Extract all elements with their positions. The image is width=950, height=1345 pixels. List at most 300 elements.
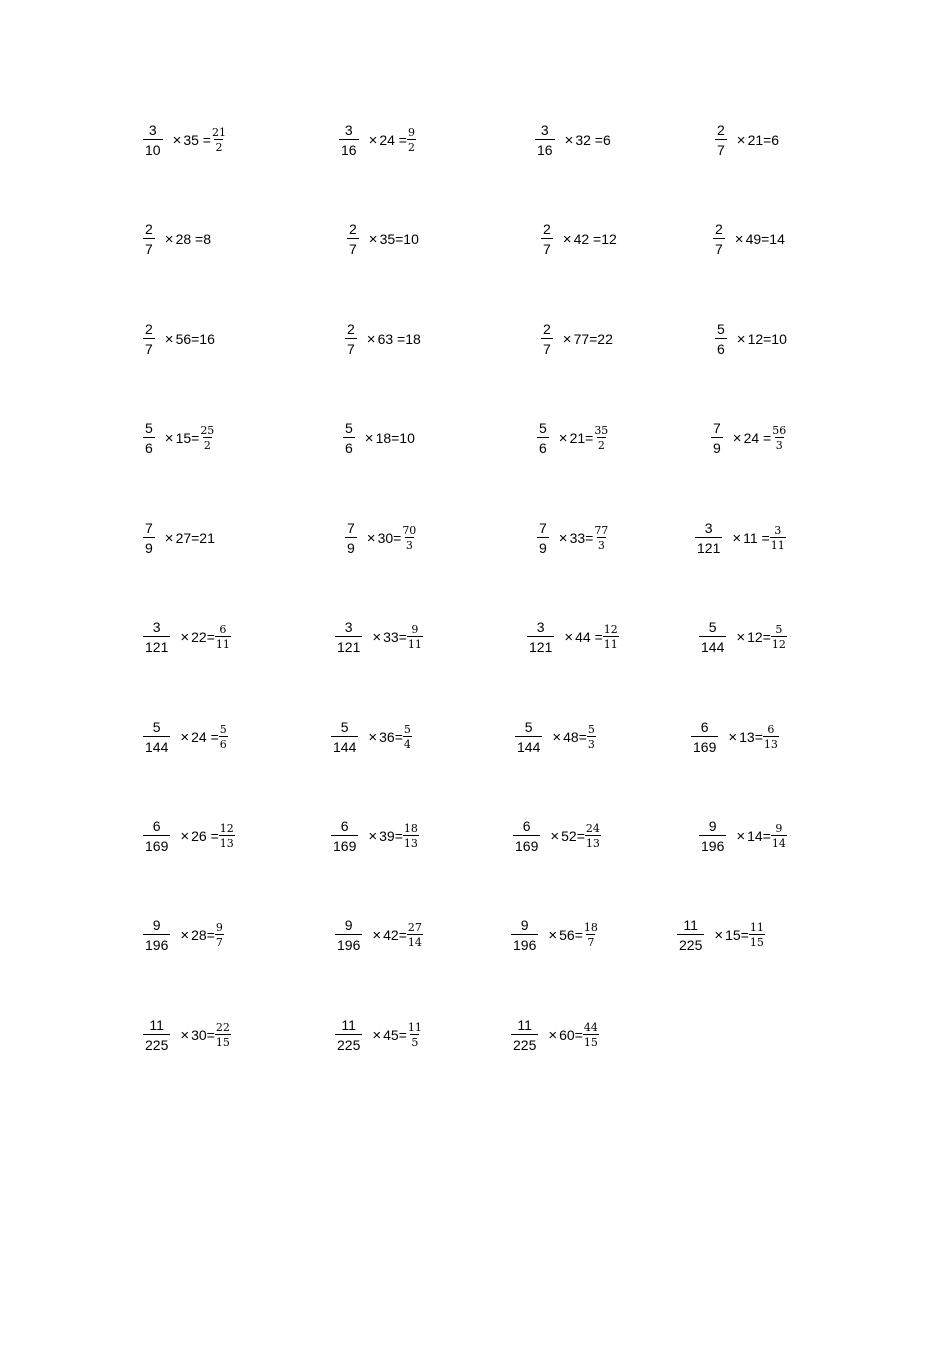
problem-25 bbox=[143, 720, 228, 754]
times-sign: × bbox=[372, 926, 382, 944]
times-sign: × bbox=[172, 131, 182, 149]
result-fraction bbox=[407, 922, 423, 948]
multiplier-and-result: 21=6 bbox=[747, 131, 780, 148]
fraction-numerator: 2 bbox=[717, 122, 725, 138]
result-denominator: 5 bbox=[411, 1036, 419, 1049]
result-numerator: 18 bbox=[583, 921, 598, 934]
times-sign: × bbox=[372, 628, 382, 646]
fraction-numerator: 5 bbox=[340, 719, 349, 735]
problem-9 bbox=[143, 322, 215, 356]
fraction-numerator: 9 bbox=[520, 917, 529, 933]
problem-37 bbox=[143, 1018, 231, 1052]
fraction-numerator: 9 bbox=[344, 917, 353, 933]
problem-28 bbox=[691, 720, 779, 754]
times-sign: × bbox=[180, 1026, 190, 1044]
times-sign: × bbox=[364, 429, 374, 447]
fraction-denominator: 7 bbox=[345, 338, 357, 356]
problem-fraction bbox=[711, 421, 723, 455]
multiplier-and-result: 36= bbox=[379, 728, 403, 745]
times-sign: × bbox=[550, 827, 560, 845]
result-denominator: 14 bbox=[771, 837, 786, 850]
result-fraction bbox=[407, 624, 423, 650]
multiplication-expression bbox=[563, 231, 617, 248]
problem-fraction bbox=[343, 421, 355, 455]
problem-11 bbox=[541, 322, 613, 356]
times-sign: × bbox=[180, 827, 190, 845]
problem-fraction bbox=[331, 819, 358, 853]
problem-1 bbox=[143, 123, 227, 157]
problem-fraction bbox=[515, 720, 542, 754]
result-numerator: 9 bbox=[215, 921, 223, 934]
result-numerator: 5 bbox=[587, 723, 595, 736]
multiplication-expression bbox=[548, 1027, 583, 1044]
fraction-denominator: 16 bbox=[535, 139, 555, 157]
problem-fraction bbox=[143, 819, 170, 853]
result-fraction bbox=[587, 724, 596, 750]
multiplier-and-result: 11 = bbox=[743, 529, 770, 546]
problem-fraction bbox=[715, 123, 727, 157]
fraction-denominator: 144 bbox=[143, 736, 170, 754]
problem-fraction bbox=[345, 322, 357, 356]
problem-6 bbox=[347, 222, 419, 256]
multiplier-and-result: 28 =8 bbox=[175, 230, 211, 247]
multiplier-and-result: 22= bbox=[191, 628, 215, 645]
multiplication-expression bbox=[737, 132, 779, 149]
times-sign: × bbox=[732, 429, 742, 447]
result-fraction bbox=[211, 127, 227, 153]
result-fraction bbox=[219, 724, 228, 750]
result-fraction bbox=[407, 127, 416, 153]
result-denominator: 7 bbox=[215, 936, 223, 949]
fraction-denominator: 9 bbox=[711, 437, 723, 455]
times-sign: × bbox=[368, 728, 378, 746]
problem-27 bbox=[515, 720, 596, 754]
times-sign: × bbox=[368, 827, 378, 845]
times-sign: × bbox=[736, 827, 746, 845]
fraction-numerator: 2 bbox=[349, 221, 357, 237]
result-fraction bbox=[401, 525, 417, 551]
multiplication-expression bbox=[369, 132, 407, 149]
result-fraction bbox=[770, 525, 786, 551]
times-sign: × bbox=[368, 230, 378, 248]
result-numerator: 12 bbox=[219, 822, 234, 835]
fraction-denominator: 169 bbox=[331, 835, 358, 853]
fraction-numerator: 5 bbox=[145, 420, 153, 436]
multiplier-and-result: 45= bbox=[383, 1026, 407, 1043]
multiplication-expression bbox=[728, 729, 763, 746]
multiplication-expression bbox=[564, 629, 602, 646]
problem-29 bbox=[143, 819, 235, 853]
result-denominator: 12 bbox=[771, 638, 786, 651]
problem-34 bbox=[335, 918, 423, 952]
fraction-denominator: 196 bbox=[511, 934, 538, 952]
problem-fraction bbox=[331, 720, 358, 754]
multiplication-expression bbox=[365, 430, 415, 447]
result-fraction bbox=[403, 724, 412, 750]
result-denominator: 3 bbox=[405, 539, 413, 552]
multiplier-and-result: 27=21 bbox=[175, 529, 215, 546]
multiplier-and-result: 12=10 bbox=[747, 330, 787, 347]
multiplier-and-result: 52= bbox=[561, 827, 585, 844]
problem-fraction bbox=[143, 620, 170, 654]
result-fraction bbox=[763, 724, 779, 750]
result-denominator: 2 bbox=[597, 439, 605, 452]
fraction-denominator: 7 bbox=[715, 139, 727, 157]
times-sign: × bbox=[164, 230, 174, 248]
fraction-numerator: 6 bbox=[340, 818, 349, 834]
fraction-numerator: 2 bbox=[347, 321, 355, 337]
problem-fraction bbox=[345, 521, 357, 555]
times-sign: × bbox=[180, 628, 190, 646]
multiplier-and-result: 30= bbox=[377, 529, 402, 546]
multiplication-expression bbox=[372, 629, 407, 646]
times-sign: × bbox=[564, 131, 574, 149]
fraction-denominator: 225 bbox=[677, 934, 704, 952]
result-fraction bbox=[583, 1022, 599, 1048]
fraction-denominator: 6 bbox=[715, 338, 727, 356]
result-fraction bbox=[583, 922, 599, 948]
result-denominator: 11 bbox=[215, 638, 230, 651]
result-numerator: 9 bbox=[411, 623, 419, 636]
problem-fraction bbox=[513, 819, 540, 853]
problem-15 bbox=[537, 421, 609, 455]
fraction-numerator: 7 bbox=[539, 520, 547, 536]
multiplier-and-result: 32 =6 bbox=[575, 131, 611, 148]
problem-fraction bbox=[143, 222, 155, 256]
multiplier-and-result: 42 =12 bbox=[573, 230, 617, 247]
fraction-numerator: 7 bbox=[145, 520, 153, 536]
problem-fraction bbox=[541, 322, 553, 356]
problem-38 bbox=[335, 1018, 423, 1052]
times-sign: × bbox=[366, 330, 376, 348]
multiplication-expression bbox=[548, 927, 583, 944]
multiplier-and-result: 35=10 bbox=[379, 230, 419, 247]
times-sign: × bbox=[552, 728, 562, 746]
multiplier-and-result: 28= bbox=[191, 926, 215, 943]
multiplier-and-result: 18=10 bbox=[375, 429, 415, 446]
multiplier-and-result: 56= bbox=[559, 926, 583, 943]
problem-fraction bbox=[677, 918, 704, 952]
problem-fraction bbox=[143, 421, 155, 455]
problem-17 bbox=[143, 521, 215, 555]
multiplication-expression bbox=[735, 231, 785, 248]
result-denominator: 13 bbox=[585, 837, 600, 850]
problem-fraction bbox=[695, 521, 722, 555]
times-sign: × bbox=[562, 230, 572, 248]
fraction-denominator: 196 bbox=[143, 934, 170, 952]
result-fraction bbox=[771, 823, 787, 849]
fraction-numerator: 7 bbox=[347, 520, 355, 536]
result-numerator: 11 bbox=[407, 1021, 422, 1034]
multiplication-expression bbox=[368, 729, 403, 746]
times-sign: × bbox=[164, 330, 174, 348]
result-numerator: 6 bbox=[219, 623, 227, 636]
multiplication-expression bbox=[367, 530, 402, 547]
multiplication-expression bbox=[372, 927, 407, 944]
result-numerator: 24 bbox=[585, 822, 600, 835]
fraction-denominator: 10 bbox=[143, 139, 163, 157]
multiplier-and-result: 15= bbox=[725, 926, 749, 943]
multiplication-expression bbox=[368, 828, 403, 845]
result-numerator: 5 bbox=[775, 623, 783, 636]
fraction-denominator: 7 bbox=[143, 338, 155, 356]
result-numerator: 5 bbox=[403, 723, 411, 736]
times-sign: × bbox=[164, 529, 174, 547]
result-fraction bbox=[593, 425, 609, 451]
multiplier-and-result: 48= bbox=[563, 728, 587, 745]
fraction-denominator: 121 bbox=[695, 537, 722, 555]
problem-20 bbox=[695, 521, 786, 555]
result-denominator: 11 bbox=[603, 638, 618, 651]
result-denominator: 2 bbox=[407, 141, 415, 154]
fraction-numerator: 3 bbox=[152, 619, 161, 635]
problem-5 bbox=[143, 222, 211, 256]
fraction-numerator: 11 bbox=[517, 1017, 532, 1033]
fraction-denominator: 225 bbox=[335, 1034, 362, 1052]
result-numerator: 9 bbox=[407, 126, 415, 139]
fraction-denominator: 169 bbox=[513, 835, 540, 853]
multiplication-expression bbox=[552, 729, 587, 746]
problem-fraction bbox=[143, 123, 163, 157]
problem-2 bbox=[339, 123, 416, 157]
fraction-numerator: 3 bbox=[344, 619, 353, 635]
multiplier-and-result: 63 =18 bbox=[377, 330, 421, 347]
problem-fraction bbox=[535, 123, 555, 157]
multiplier-and-result: 35 = bbox=[183, 131, 211, 148]
multiplication-expression bbox=[372, 1027, 407, 1044]
multiplication-expression bbox=[369, 231, 419, 248]
multiplication-expression bbox=[180, 927, 215, 944]
multiplication-expression bbox=[180, 629, 215, 646]
fraction-denominator: 7 bbox=[143, 238, 155, 256]
problem-10 bbox=[345, 322, 421, 356]
multiplier-and-result: 33= bbox=[569, 529, 594, 546]
result-denominator: 7 bbox=[587, 936, 595, 949]
result-numerator: 27 bbox=[407, 921, 422, 934]
multiplication-expression bbox=[563, 331, 613, 348]
result-numerator: 3 bbox=[774, 524, 782, 537]
multiplication-expression bbox=[165, 331, 215, 348]
times-sign: × bbox=[562, 330, 572, 348]
problem-fraction bbox=[335, 1018, 362, 1052]
times-sign: × bbox=[558, 529, 568, 547]
fraction-numerator: 5 bbox=[717, 321, 725, 337]
times-sign: × bbox=[548, 926, 558, 944]
multiplication-expression bbox=[180, 828, 218, 845]
fraction-denominator: 16 bbox=[339, 139, 359, 157]
multiplication-expression bbox=[732, 530, 769, 547]
problem-fraction bbox=[537, 521, 549, 555]
result-fraction bbox=[771, 624, 787, 650]
result-numerator: 12 bbox=[603, 623, 618, 636]
result-numerator: 6 bbox=[767, 723, 775, 736]
fraction-numerator: 11 bbox=[683, 917, 698, 933]
multiplier-and-result: 24 = bbox=[191, 728, 219, 745]
fraction-denominator: 144 bbox=[699, 636, 726, 654]
problem-fraction bbox=[511, 918, 538, 952]
result-denominator: 15 bbox=[749, 936, 764, 949]
problem-22 bbox=[335, 620, 423, 654]
multiplier-and-result: 39= bbox=[379, 827, 403, 844]
multiplication-expression bbox=[559, 430, 594, 447]
multiplier-and-result: 26 = bbox=[191, 827, 219, 844]
times-sign: × bbox=[366, 529, 376, 547]
problem-fraction bbox=[541, 222, 553, 256]
multiplication-expression bbox=[165, 231, 211, 248]
result-numerator: 56 bbox=[772, 424, 787, 437]
times-sign: × bbox=[548, 1026, 558, 1044]
result-numerator: 77 bbox=[594, 524, 609, 537]
times-sign: × bbox=[736, 131, 746, 149]
fraction-numerator: 2 bbox=[543, 221, 551, 237]
problem-23 bbox=[527, 620, 619, 654]
fraction-numerator: 3 bbox=[704, 520, 713, 536]
result-numerator: 70 bbox=[402, 524, 417, 537]
result-denominator: 15 bbox=[583, 1036, 598, 1049]
result-fraction bbox=[593, 525, 609, 551]
result-fraction bbox=[749, 922, 765, 948]
fraction-numerator: 7 bbox=[713, 420, 721, 436]
result-denominator: 2 bbox=[203, 439, 211, 452]
problem-fraction bbox=[143, 322, 155, 356]
result-fraction bbox=[215, 922, 224, 948]
fraction-denominator: 9 bbox=[143, 537, 155, 555]
result-numerator: 18 bbox=[403, 822, 418, 835]
multiplier-and-result: 13= bbox=[739, 728, 763, 745]
multiplier-and-result: 60= bbox=[559, 1026, 583, 1043]
problem-14 bbox=[343, 421, 415, 455]
fraction-numerator: 3 bbox=[148, 122, 157, 138]
problem-fraction bbox=[339, 123, 359, 157]
multiplier-and-result: 77=22 bbox=[573, 330, 613, 347]
problem-fraction bbox=[335, 620, 362, 654]
result-denominator: 2 bbox=[215, 141, 223, 154]
problem-4 bbox=[715, 123, 779, 157]
result-fraction bbox=[407, 1022, 423, 1048]
fraction-denominator: 225 bbox=[511, 1034, 538, 1052]
fraction-numerator: 3 bbox=[536, 619, 545, 635]
problem-33 bbox=[143, 918, 224, 952]
result-fraction bbox=[585, 823, 601, 849]
result-denominator: 3 bbox=[587, 738, 595, 751]
fraction-denominator: 7 bbox=[541, 238, 553, 256]
times-sign: × bbox=[180, 926, 190, 944]
problem-fraction bbox=[143, 918, 170, 952]
result-fraction bbox=[219, 823, 235, 849]
multiplier-and-result: 44 = bbox=[575, 628, 603, 645]
times-sign: × bbox=[368, 131, 378, 149]
problem-fraction bbox=[335, 918, 362, 952]
multiplication-expression bbox=[173, 132, 211, 149]
result-numerator: 44 bbox=[583, 1021, 598, 1034]
fraction-denominator: 121 bbox=[335, 636, 362, 654]
problem-fraction bbox=[715, 322, 727, 356]
fraction-denominator: 6 bbox=[343, 437, 355, 455]
fraction-numerator: 11 bbox=[341, 1017, 356, 1033]
result-numerator: 25 bbox=[200, 424, 215, 437]
result-denominator: 13 bbox=[403, 837, 418, 850]
problem-24 bbox=[699, 620, 787, 654]
problem-13 bbox=[143, 421, 215, 455]
problem-fraction bbox=[143, 521, 155, 555]
result-denominator: 13 bbox=[763, 738, 778, 751]
times-sign: × bbox=[736, 628, 746, 646]
result-fraction bbox=[199, 425, 215, 451]
result-numerator: 22 bbox=[215, 1021, 230, 1034]
fraction-numerator: 6 bbox=[700, 719, 709, 735]
multiplication-expression bbox=[180, 1027, 215, 1044]
result-denominator: 6 bbox=[219, 738, 227, 751]
problem-7 bbox=[541, 222, 617, 256]
multiplier-and-result: 33= bbox=[383, 628, 407, 645]
multiplication-expression bbox=[165, 530, 215, 547]
result-numerator: 9 bbox=[775, 822, 783, 835]
multiplier-and-result: 30= bbox=[191, 1026, 215, 1043]
fraction-denominator: 169 bbox=[143, 835, 170, 853]
multiplier-and-result: 42= bbox=[383, 926, 407, 943]
problem-fraction bbox=[537, 421, 549, 455]
result-fraction bbox=[215, 1022, 231, 1048]
problem-19 bbox=[537, 521, 609, 555]
fraction-denominator: 6 bbox=[537, 437, 549, 455]
fraction-denominator: 225 bbox=[143, 1034, 170, 1052]
times-sign: × bbox=[734, 230, 744, 248]
fraction-numerator: 2 bbox=[145, 321, 153, 337]
fraction-numerator: 11 bbox=[149, 1017, 164, 1033]
multiplication-expression bbox=[565, 132, 611, 149]
fraction-numerator: 2 bbox=[145, 221, 153, 237]
problem-26 bbox=[331, 720, 412, 754]
times-sign: × bbox=[736, 330, 746, 348]
fraction-denominator: 121 bbox=[143, 636, 170, 654]
result-numerator: 5 bbox=[219, 723, 227, 736]
fraction-numerator: 5 bbox=[708, 619, 717, 635]
multiplication-expression bbox=[165, 430, 200, 447]
fraction-denominator: 196 bbox=[699, 835, 726, 853]
result-fraction bbox=[771, 425, 787, 451]
fraction-numerator: 9 bbox=[708, 818, 717, 834]
fraction-numerator: 5 bbox=[152, 719, 161, 735]
problem-39 bbox=[511, 1018, 599, 1052]
fraction-denominator: 144 bbox=[331, 736, 358, 754]
result-fraction bbox=[215, 624, 231, 650]
fraction-numerator: 5 bbox=[524, 719, 533, 735]
multiplication-expression bbox=[737, 331, 787, 348]
multiplier-and-result: 24 = bbox=[743, 429, 772, 446]
times-sign: × bbox=[558, 429, 568, 447]
times-sign: × bbox=[180, 728, 190, 746]
fraction-numerator: 6 bbox=[522, 818, 531, 834]
problem-8 bbox=[713, 222, 785, 256]
fraction-denominator: 196 bbox=[335, 934, 362, 952]
result-denominator: 3 bbox=[597, 539, 605, 552]
problem-35 bbox=[511, 918, 599, 952]
times-sign: × bbox=[372, 1026, 382, 1044]
multiplication-expression bbox=[550, 828, 585, 845]
fraction-numerator: 9 bbox=[152, 917, 161, 933]
multiplier-and-result: 24 = bbox=[379, 131, 407, 148]
fraction-denominator: 169 bbox=[691, 736, 718, 754]
times-sign: × bbox=[714, 926, 724, 944]
problem-fraction bbox=[691, 720, 718, 754]
problem-fraction bbox=[699, 819, 726, 853]
result-denominator: 14 bbox=[407, 936, 422, 949]
problem-12 bbox=[715, 322, 787, 356]
multiplication-expression bbox=[559, 530, 594, 547]
multiplication-expression bbox=[736, 629, 771, 646]
fraction-numerator: 2 bbox=[543, 321, 551, 337]
result-denominator: 13 bbox=[219, 837, 234, 850]
